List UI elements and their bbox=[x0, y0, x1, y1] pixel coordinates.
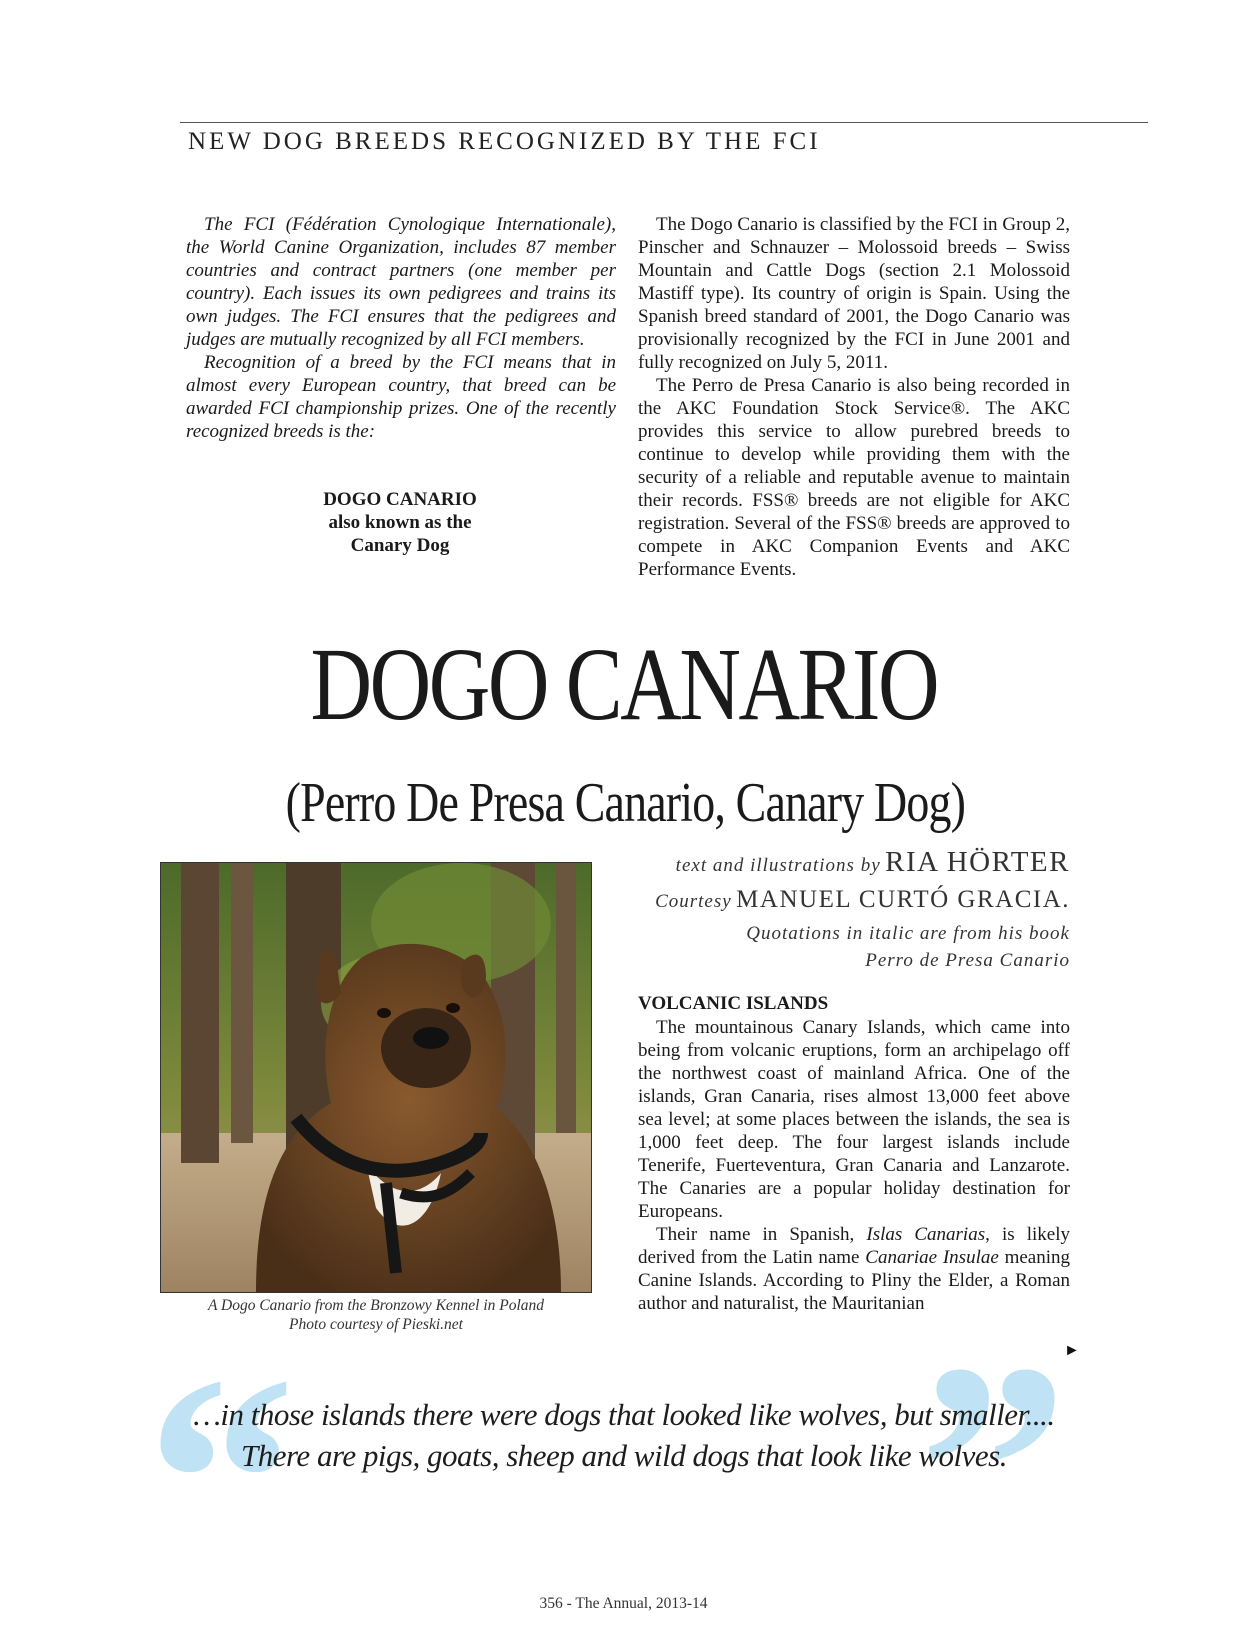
courtesy-name: MANUEL CURTÓ GRACIA. bbox=[736, 886, 1070, 913]
callout-line: DOGO CANARIO bbox=[323, 489, 477, 510]
section-paragraph: The mountainous Canary Islands, which came into being from volcanic eruptions, form an archipelago off the northwest coast of mainland Africa. One of the islands, Gran Canaria, rises almost 13,000 feet above sea level; at some places between the islands, the sea is 1,000 feet deep. The four largest islands include Tenerife, Fuerteventura, Gran Canaria and Lanzarote. The Canaries are a popular holiday destination for Europeans. bbox=[638, 1017, 1070, 1222]
continue-arrow-icon: ► bbox=[1064, 1342, 1080, 1359]
article-subtitle: (Perro De Presa Canario, Canary Dog) bbox=[285, 772, 966, 834]
volcanic-islands-column bbox=[638, 1016, 1070, 1315]
header-rule bbox=[180, 122, 1148, 123]
pull-quote-line: …in those islands there were dogs that looked like wolves, but smaller.... bbox=[193, 1397, 1055, 1432]
callout-line: also known as the bbox=[328, 512, 472, 533]
open-quote-icon: “ bbox=[146, 1314, 296, 1646]
pull-quote-line: There are pigs, goats, sheep and wild dogs that look like wolves. bbox=[241, 1438, 1007, 1473]
byline-author bbox=[610, 846, 1070, 879]
classification-paragraph: The Dogo Canario is classified by the FCI in Group 2, Pinscher and Schnauzer – Molossoid breeds – Swiss Mountain and Cattle Dogs (section 2.1 Molossoid Mastiff type). Its country of origin is Spain. Using the Spanish breed standard of 2001, the Dogo Canario was provisionally recognized by the FCI in June 2001 and fully recognized on July 5, 2011. bbox=[638, 214, 1070, 373]
classification-paragraph: The Perro de Presa Canario is also being recorded in the AKC Foundation Stock Service®. The AKC provides this service to allow purebred breeds to continue to develop while providing them with the security of a reliable and reputable avenue to maintain their records. FSS® breeds are not eligible for AKC registration. Several of the FSS® breeds are approved to compete in AKC Companion Events and AKC Performance Events. bbox=[638, 375, 1070, 580]
dog-photo bbox=[160, 862, 592, 1293]
intro-paragraph: Recognition of a breed by the FCI means that in almost every European country, that breed can be awarded FCI championship prizes. One of the recently recognized breeds is the: bbox=[186, 352, 616, 442]
intro-paragraph: The FCI (Fédération Cynologique Internationale), the World Canine Organization, includes 87 member countries and contract partners (one member per country). Each issues its own pedigrees and trains its own judges. The FCI ensures that the pedigrees and judges are mutually recognized by all FCI members. bbox=[186, 214, 616, 350]
callout-line: Canary Dog bbox=[350, 535, 450, 556]
breed-callout bbox=[230, 488, 570, 557]
section-italic: Islas Canarias bbox=[866, 1224, 986, 1245]
section-italic: Canariae Insulae bbox=[865, 1247, 999, 1268]
section-text: , is likely derived from the Latin name bbox=[638, 1224, 1070, 1268]
byline-courtesy bbox=[610, 886, 1070, 914]
quotation-note-line: Perro de Presa Canario bbox=[865, 950, 1070, 971]
author-name: RIA HÖRTER bbox=[885, 846, 1070, 878]
courtesy-prefix: Courtesy bbox=[655, 891, 732, 912]
quotation-note-line: Quotations in italic are from his book bbox=[746, 923, 1070, 944]
caption-line: A Dogo Canario from the Bronzowy Kennel in Poland bbox=[207, 1297, 545, 1314]
page-folio: 356 - The Annual, 2013-14 bbox=[539, 1595, 708, 1612]
intro-column bbox=[186, 213, 616, 443]
running-header: NEW DOG BREEDS RECOGNIZED BY THE FCI bbox=[188, 128, 821, 155]
quotation-note bbox=[610, 920, 1070, 974]
close-quote-icon: ” bbox=[918, 1302, 1068, 1634]
caption-line: Photo courtesy of Pieski.net bbox=[289, 1316, 463, 1333]
classification-column bbox=[638, 213, 1070, 581]
pull-quote bbox=[140, 1394, 1108, 1476]
section-text: Their name in Spanish, bbox=[656, 1224, 867, 1245]
byline-prefix: text and illustrations by bbox=[675, 855, 881, 876]
section-heading: VOLCANIC ISLANDS bbox=[638, 993, 829, 1014]
article-title: DOGO CANARIO bbox=[310, 627, 938, 742]
dog-photo-illustration bbox=[161, 863, 591, 1292]
section-text: meaning Canine Islands. According to Pliny the Elder, a Roman author and naturalist, the Mauritanian bbox=[638, 1247, 1070, 1314]
